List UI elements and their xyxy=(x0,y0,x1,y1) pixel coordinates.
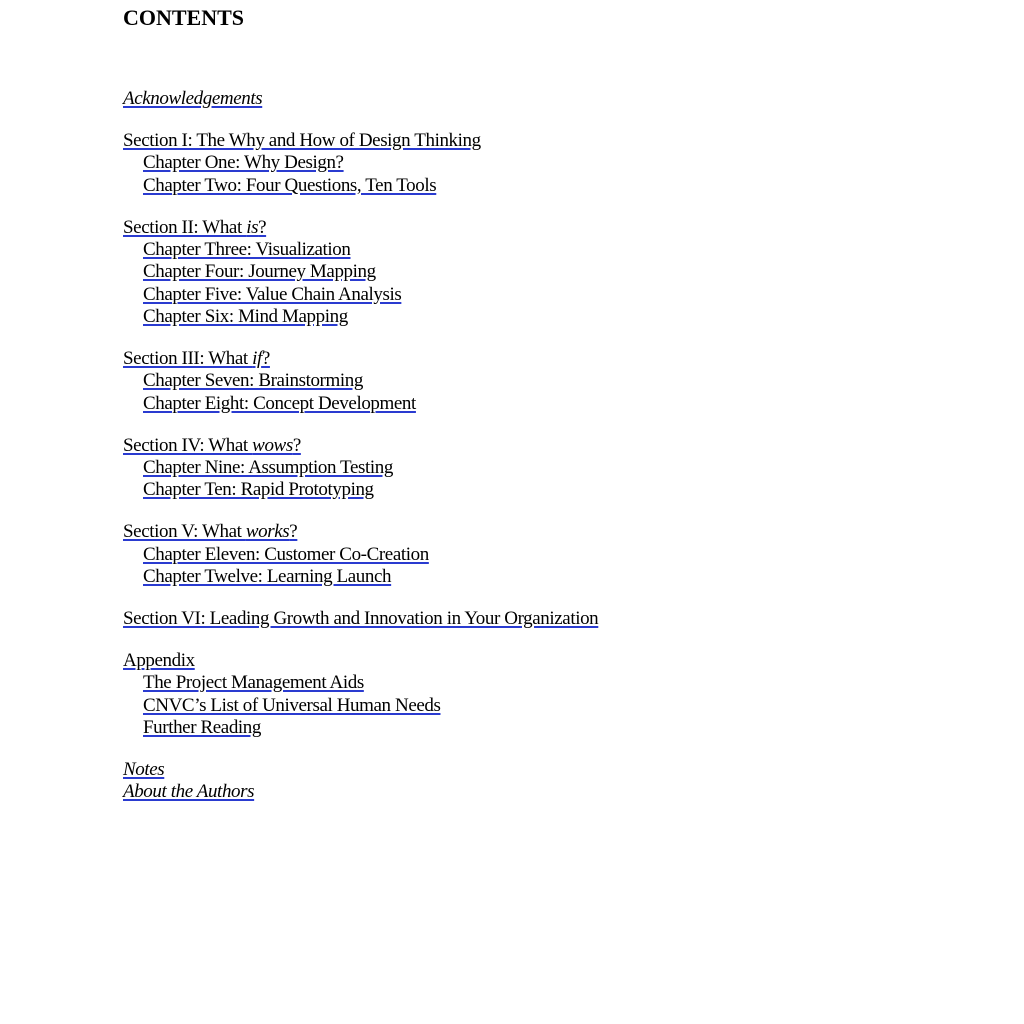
link-chapter[interactable]: Chapter Three: Visualization xyxy=(143,238,351,260)
link-appendix[interactable]: Appendix xyxy=(123,649,195,671)
link-acknowledgements[interactable]: Acknowledgements xyxy=(123,88,263,109)
toc-group-section xyxy=(123,217,598,329)
table-of-contents xyxy=(123,88,598,823)
link-about-the-authors[interactable]: About the Authors xyxy=(123,781,255,803)
section-title-text: Section IV: What xyxy=(123,434,253,456)
section-title-text: Section I: The Why and How of Design Thinking xyxy=(123,129,481,151)
section-title-emphasis: wows xyxy=(252,434,293,456)
link-chapter[interactable]: Chapter Twelve: Learning Launch xyxy=(143,566,392,588)
link-chapter[interactable]: Chapter Seven: Brainstorming xyxy=(143,370,363,392)
section-title-suffix: ? xyxy=(292,434,301,456)
section-title-text: Section VI: Leading Growth and Innovation in Your Organization xyxy=(123,608,599,630)
section-title-text: Section II: What xyxy=(123,216,247,238)
toc-group-front xyxy=(123,88,598,110)
toc-group-section xyxy=(123,435,598,502)
link-notes[interactable]: Notes xyxy=(123,758,165,780)
link-section[interactable] xyxy=(123,130,481,151)
toc-group-appendix xyxy=(123,650,598,740)
link-appendix-item[interactable]: The Project Management Aids xyxy=(143,672,364,694)
link-chapter[interactable]: Chapter Six: Mind Mapping xyxy=(143,306,348,328)
section-title-emphasis: works xyxy=(245,521,290,543)
section-title-suffix: ? xyxy=(258,216,267,238)
section-title-emphasis: is xyxy=(246,216,259,238)
link-appendix-item[interactable]: Further Reading xyxy=(143,717,262,739)
link-chapter[interactable]: Chapter Five: Value Chain Analysis xyxy=(143,283,402,305)
link-section[interactable] xyxy=(123,348,270,369)
section-title-emphasis: if xyxy=(252,348,262,370)
toc-group-section xyxy=(123,130,598,197)
page-title: CONTENTS xyxy=(123,5,245,30)
toc-group-section xyxy=(123,521,598,588)
link-chapter[interactable]: Chapter Ten: Rapid Prototyping xyxy=(143,479,374,501)
section-title-text: Section III: What xyxy=(123,348,253,370)
toc-group-back xyxy=(123,759,598,804)
toc-group-section xyxy=(123,348,598,415)
section-title-suffix: ? xyxy=(289,521,298,543)
section-title-text: Section V: What xyxy=(123,521,246,543)
link-chapter[interactable]: Chapter One: Why Design? xyxy=(143,152,344,174)
section-title-suffix: ? xyxy=(261,348,270,370)
link-chapter[interactable]: Chapter Nine: Assumption Testing xyxy=(143,457,393,479)
link-chapter[interactable]: Chapter Two: Four Questions, Ten Tools xyxy=(143,174,437,196)
link-chapter[interactable]: Chapter Eleven: Customer Co-Creation xyxy=(143,543,429,565)
link-section[interactable] xyxy=(123,608,598,629)
link-chapter[interactable]: Chapter Four: Journey Mapping xyxy=(143,261,376,283)
link-chapter[interactable]: Chapter Eight: Concept Development xyxy=(143,392,416,414)
toc-group-section xyxy=(123,608,598,630)
link-section[interactable] xyxy=(123,435,301,456)
link-section[interactable] xyxy=(123,521,297,542)
link-section[interactable] xyxy=(123,217,266,238)
link-appendix-item[interactable]: CNVC’s List of Universal Human Needs xyxy=(143,694,441,716)
